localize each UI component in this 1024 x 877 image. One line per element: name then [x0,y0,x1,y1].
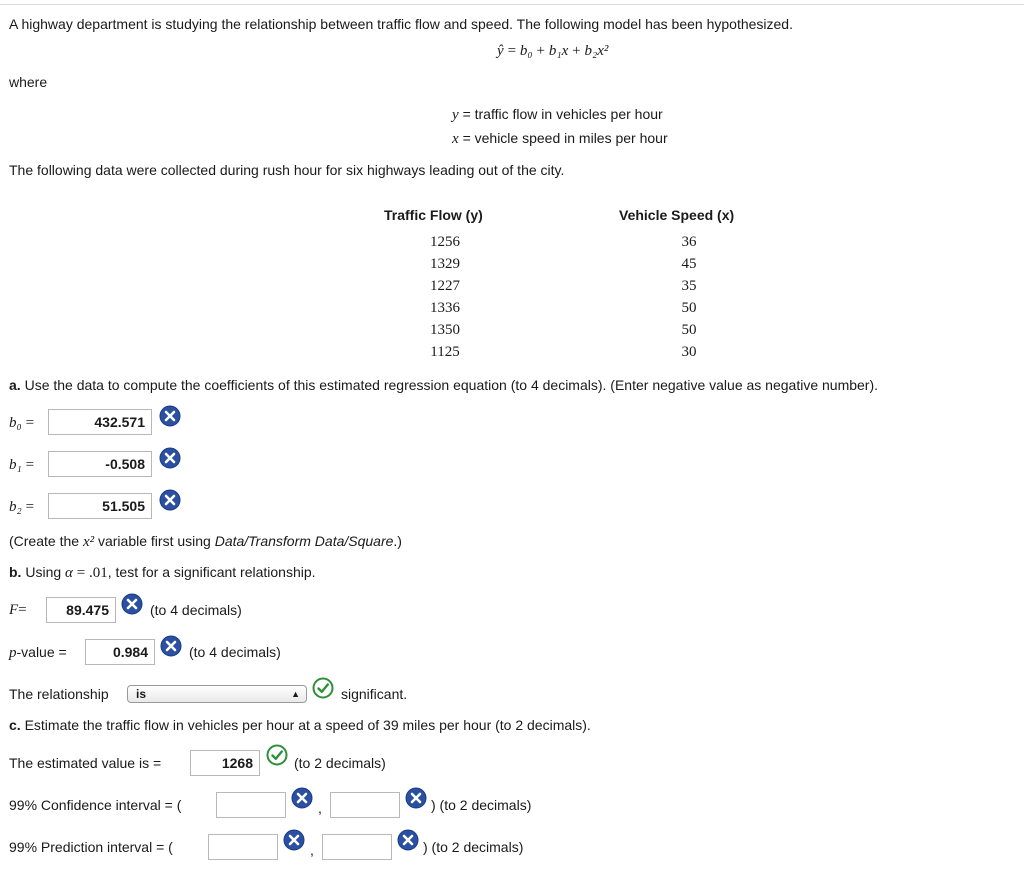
confidence-interval-hint: ) (to 2 decimals) [431,797,532,813]
prediction-interval-label: 99% Prediction interval = ( [9,839,173,855]
incorrect-icon [405,787,427,809]
intro-text: A highway department is studying the relationship between traffic flow and speed. The following model has been hypothesized. [9,16,793,32]
prediction-interval-high-input[interactable] [322,834,392,860]
incorrect-icon [159,447,181,469]
b1-input[interactable]: -0.508 [48,451,152,477]
incorrect-icon [121,593,143,615]
b0-input[interactable]: 432.571 [48,409,152,435]
model-equation: ŷ = b₀ + b₁x + b₂x² [497,43,609,59]
part-a-question: a. Use the data to compute the coefficients of this estimated regression equation (to 4 decimals). (Enter negative value as negative number). [9,377,879,393]
correct-icon [266,744,288,766]
relationship-select[interactable] [127,685,307,703]
create-variable-note: (Create the x² variable first using Data/Transform Data/Square.) [9,533,402,550]
updown-arrow-icon: ▲ [291,689,300,699]
table-cell-flow: 1350 [430,322,460,338]
correct-icon [312,677,334,699]
table-cell-speed: 35 [681,278,697,294]
confidence-interval-label: 99% Confidence interval = ( [9,797,182,813]
table-header-traffic-flow: Traffic Flow (y) [384,207,483,223]
data-intro-text: The following data were collected during rush hour for six highways leading out of the city. [9,162,565,178]
top-divider [0,4,1024,5]
interval-separator: , [318,800,322,816]
definition-x: x = vehicle speed in miles per hour [452,130,668,147]
incorrect-icon [160,635,182,657]
part-c-question: c. Estimate the traffic flow in vehicles per hour at a speed of 39 miles per hour (to 2 decimals). [9,717,591,733]
incorrect-icon [159,489,181,511]
b0-label: b₀ = [9,415,35,431]
f-statistic-input[interactable]: 89.475 [46,597,116,623]
incorrect-icon [291,787,313,809]
incorrect-icon [159,405,181,427]
table-header-vehicle-speed: Vehicle Speed (x) [619,207,735,223]
significant-text: significant. [341,686,408,702]
part-b-question: b. Using α = .01, test for a significant relationship. [9,564,316,581]
p-value-input[interactable]: 0.984 [85,639,155,665]
f-hint: (to 4 decimals) [150,602,242,618]
estimated-value-input[interactable]: 1268 [190,750,260,776]
table-cell-speed: 50 [681,322,697,338]
b1-label: b₁ = [9,457,35,473]
table-cell-speed: 45 [681,256,697,272]
table-cell-speed: 30 [681,344,697,360]
table-cell-flow: 1125 [430,344,460,360]
estimated-value-label: The estimated value is = [9,755,162,771]
relationship-select-value: is [136,687,147,701]
confidence-interval-high-input[interactable] [330,792,400,818]
table-cell-flow: 1329 [430,256,460,272]
where-label: where [9,74,48,90]
p-value-label: p-value = [9,644,67,661]
table-cell-flow: 1227 [430,278,460,294]
b2-label: b₂ = [9,499,35,515]
prediction-interval-hint: ) (to 2 decimals) [423,839,524,855]
table-cell-flow: 1256 [430,234,460,250]
estimated-value-hint: (to 2 decimals) [294,755,386,771]
incorrect-icon [283,829,305,851]
definition-y: y = traffic flow in vehicles per hour [452,106,663,123]
confidence-interval-low-input[interactable] [216,792,286,818]
p-value-hint: (to 4 decimals) [189,644,281,660]
interval-separator: , [310,842,314,858]
prediction-interval-low-input[interactable] [208,834,278,860]
table-cell-speed: 50 [681,300,697,316]
f-label: F= [9,602,27,618]
relationship-label: The relationship [9,686,109,702]
table-cell-speed: 36 [681,234,697,250]
b2-input[interactable]: 51.505 [48,493,152,519]
incorrect-icon [397,829,419,851]
table-cell-flow: 1336 [430,300,460,316]
